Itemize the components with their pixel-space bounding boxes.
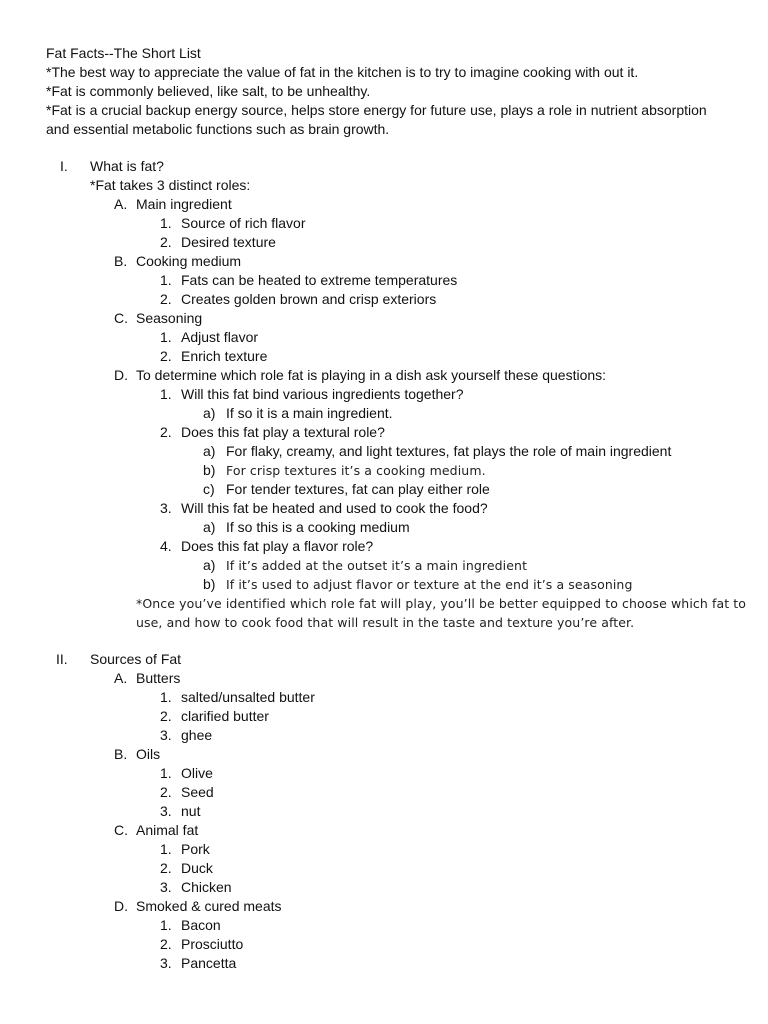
answer: For crisp textures it’s a cooking medium. (226, 463, 486, 478)
answer-marker: a) (203, 405, 216, 421)
answer-marker: a) (203, 557, 216, 573)
intro-line-2: *Fat is commonly believed, like salt, to be unhealthy. (46, 83, 371, 99)
list-item: Creates golden brown and crisp exteriors (181, 291, 437, 307)
item-marker: 1. (160, 215, 172, 231)
item-marker: 1. (160, 689, 172, 705)
question: Will this fat be heated and used to cook the food? (181, 500, 488, 516)
answer: If so it is a main ingredient. (226, 405, 393, 421)
section-2-marker: II. (56, 651, 68, 667)
subsection-marker: C. (114, 310, 128, 326)
list-item: Desired texture (181, 234, 276, 250)
item-marker: 1. (160, 329, 172, 345)
answer: If it’s used to adjust flavor or texture at the end it’s a seasoning (226, 577, 633, 592)
answer-marker: b) (203, 576, 216, 592)
question: Will this fat bind various ingredients together? (181, 386, 464, 402)
item-marker: 1. (160, 917, 172, 933)
subsection-label: Main ingredient (136, 196, 232, 212)
list-item: Source of rich flavor (181, 215, 306, 231)
list-item: nut (181, 803, 201, 819)
section-2-title: Sources of Fat (90, 651, 182, 667)
intro-line-3: *Fat is a crucial backup energy source, helps store energy for future use, plays a role in nutrient absorption (46, 102, 707, 118)
subsection-marker: A. (114, 196, 128, 212)
subsection-marker: C. (114, 822, 128, 838)
item-marker: 4. (160, 538, 172, 554)
list-item: Adjust flavor (181, 329, 259, 345)
list-item: Prosciutto (181, 936, 244, 952)
answer: For flaky, creamy, and light textures, fat plays the role of main ingredient (226, 443, 672, 459)
intro-line-4: and essential metabolic functions such as brain growth. (46, 121, 390, 137)
intro-line-1: *The best way to appreciate the value of fat in the kitchen is to try to imagine cooking with out it. (46, 64, 639, 80)
subsection-marker: A. (114, 670, 128, 686)
subsection-label: Animal fat (136, 822, 199, 838)
item-marker: 1. (160, 386, 172, 402)
list-item: Seed (181, 784, 214, 800)
item-marker: 2. (160, 784, 172, 800)
item-marker: 2. (160, 424, 172, 440)
subsection-label: Cooking medium (136, 253, 242, 269)
item-marker: 2. (160, 936, 172, 952)
item-marker: 2. (160, 348, 172, 364)
role-note-line-1: *Once you’ve identified which role fat will play, you’ll be better equipped to choose which fat to (136, 596, 747, 611)
subsection-marker: D. (114, 898, 128, 914)
item-marker: 1. (160, 765, 172, 781)
answer-marker: b) (203, 462, 216, 478)
list-item: salted/unsalted butter (181, 689, 315, 705)
list-item: ghee (181, 727, 213, 743)
item-marker: 2. (160, 708, 172, 724)
item-marker: 1. (160, 272, 172, 288)
list-item: clarified butter (181, 708, 269, 724)
answer: If so this is a cooking medium (226, 519, 410, 535)
list-item: Pancetta (181, 955, 237, 971)
role-note-line-2: use, and how to cook food that will result in the taste and texture you’re after. (136, 615, 635, 630)
item-marker: 3. (160, 955, 172, 971)
subsection-label: Butters (136, 670, 181, 686)
answer-marker: c) (203, 481, 215, 497)
item-marker: 3. (160, 727, 172, 743)
answer: If it’s added at the outset it’s a main ingredient (226, 558, 528, 573)
subsection-marker: D. (114, 367, 128, 383)
answer-marker: a) (203, 443, 216, 459)
subsection-marker: B. (114, 253, 128, 269)
item-marker: 3. (160, 879, 172, 895)
section-1-marker: I. (60, 158, 68, 174)
subsection-marker: B. (114, 746, 128, 762)
section-1-title: What is fat? (90, 158, 164, 174)
list-item: Fats can be heated to extreme temperatures (181, 272, 458, 288)
section-1-note: *Fat takes 3 distinct roles: (90, 177, 251, 193)
subsection-label: To determine which role fat is playing in a dish ask yourself these questions: (136, 367, 607, 383)
list-item: Pork (181, 841, 210, 857)
list-item: Enrich texture (181, 348, 268, 364)
answer: For tender textures, fat can play either role (226, 481, 490, 497)
list-item: Bacon (181, 917, 221, 933)
item-marker: 3. (160, 500, 172, 516)
question: Does this fat play a flavor role? (181, 538, 374, 554)
question: Does this fat play a textural role? (181, 424, 385, 440)
list-item: Chicken (181, 879, 232, 895)
item-marker: 2. (160, 234, 172, 250)
item-marker: 2. (160, 860, 172, 876)
item-marker: 3. (160, 803, 172, 819)
subsection-label: Seasoning (136, 310, 203, 326)
subsection-label: Smoked & cured meats (136, 898, 282, 914)
list-item: Olive (181, 765, 213, 781)
item-marker: 1. (160, 841, 172, 857)
list-item: Duck (181, 860, 213, 876)
answer-marker: a) (203, 519, 216, 535)
document-title: Fat Facts--The Short List (46, 45, 201, 61)
item-marker: 2. (160, 291, 172, 307)
subsection-label: Oils (136, 746, 161, 762)
